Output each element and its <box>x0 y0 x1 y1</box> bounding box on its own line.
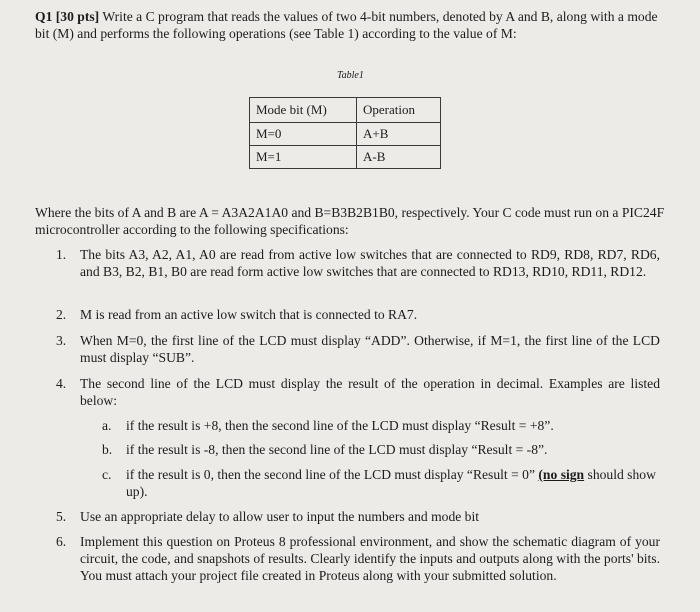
specifications-intro: Where the bits of A and B are A = A3A2A1A0 and B=B3B2B1B0, respectively. Your C code must run on a PIC24F microcontroller according to the following specifications: <box>35 205 665 237</box>
no-sign-emphasis: (no sign <box>538 467 585 482</box>
list-item-number: 1. <box>56 247 67 262</box>
table-cell: A+B <box>357 123 441 146</box>
table-header-cell: Operation <box>357 98 441 123</box>
sub-item-letter: c. <box>102 467 112 482</box>
sub-item-letter: b. <box>102 442 113 457</box>
list-item: Implement this question on Proteus 8 professional environment, and show the schematic diagram of your circuit, the code, and snapshots of results. Clearly identify the inputs and outputs along with the ports' bits. You must attach your project file created in Proteus along with your submitted solution. <box>80 534 660 583</box>
sub-item-tail: should show up). <box>126 467 656 499</box>
operations-table <box>249 97 441 169</box>
list-item-number: 5. <box>56 509 67 524</box>
list-item: When M=0, the first line of the LCD must display “ADD”. Otherwise, if M=1, the first line of the LCD must display “SUB”. <box>80 333 660 365</box>
list-item-number: 4. <box>56 376 67 391</box>
list-item-number: 2. <box>56 307 67 322</box>
table-cell: A-B <box>357 146 441 169</box>
sub-item-text: if the result is 0, then the second line of the LCD must display “Result = 0” <box>126 467 535 482</box>
list-item-number: 3. <box>56 333 67 348</box>
table-header-cell: Mode bit (M) <box>250 98 357 123</box>
sub-item: if the result is +8, then the second line of the LCD must display “Result = +8”. <box>126 418 554 433</box>
table-caption: Table1 <box>337 70 364 81</box>
table-cell: M=0 <box>250 123 357 146</box>
table-header-row <box>250 98 441 123</box>
list-item: The second line of the LCD must display the result of the operation in decimal. Examples are listed below: <box>80 376 660 408</box>
question-label: Q1 [30 pts] <box>35 9 100 24</box>
sub-item <box>126 466 666 500</box>
table-row <box>250 146 441 169</box>
table-row <box>250 123 441 146</box>
list-item-number: 6. <box>56 534 67 549</box>
table-cell: M=1 <box>250 146 357 169</box>
sub-item-letter: a. <box>102 418 112 433</box>
question-header <box>35 8 675 42</box>
list-item: Use an appropriate delay to allow user to input the numbers and mode bit <box>80 509 480 524</box>
sub-item: if the result is -8, then the second line of the LCD must display “Result = -8”. <box>126 442 548 457</box>
question-text: Write a C program that reads the values of two 4-bit numbers, denoted by A and B, along with a mode bit (M) and performs the following operations (see Table 1) according to the value of M: <box>35 9 658 41</box>
list-item: M is read from an active low switch that is connected to RA7. <box>80 307 418 322</box>
list-item: The bits A3, A2, A1, A0 are read from active low switches that are connected to RD9, RD8, RD7, RD6, and B3, B2, B1, B0 are read form active low switches that are connected to RD13, RD10, RD11, RD12. <box>80 247 660 279</box>
